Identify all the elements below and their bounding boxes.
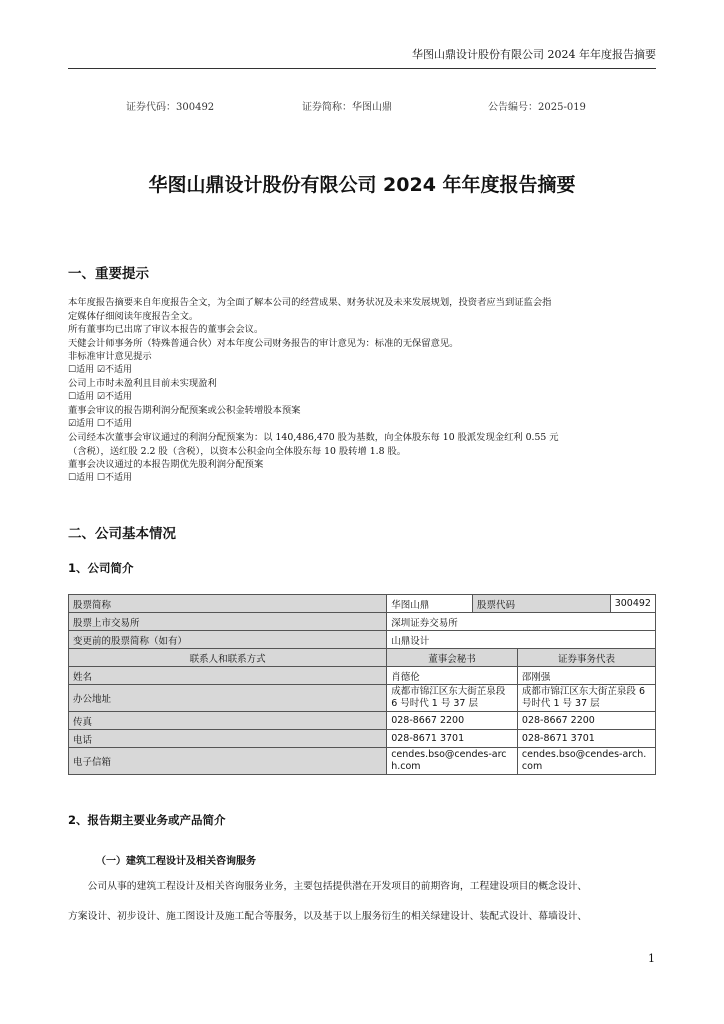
representative-cell: cendes.bso@cendes-arch.com [517,748,655,775]
checkbox-line: ☑适用 ☐不适用 [68,418,132,429]
notice-line: 公司上市时未盈利且目前未实现盈利 [68,378,217,389]
table-row [69,595,656,613]
secretary-cell: 028-8671 3701 [387,730,518,748]
stock-code-value: 300492 [610,595,655,613]
document-title: 华图山鼎设计股份有限公司 2024 年年度报告摘要 [148,174,576,196]
table-row [69,748,656,775]
important-notice-text [68,296,656,485]
company-profile-table [68,594,656,775]
table-row [69,712,656,730]
exchange-label: 股票上市交易所 [69,613,387,631]
former-abbr-label: 变更前的股票简称（如有） [69,631,387,649]
table-row [69,613,656,631]
representative-header: 证券事务代表 [517,649,655,667]
section-basic-info-heading: 二、公司基本情况 [68,526,176,542]
table-row [69,730,656,748]
checkbox-line: ☐适用 ☑不适用 [68,364,132,375]
paragraph-line: 方案设计、初步设计、施工图设计及施工配合等服务，以及基于以上服务衍生的相关绿建设计、装配式设计、幕墙设计、 [68,911,588,922]
secretary-cell: 肖德伦 [387,667,518,685]
contact-header: 联系人和联系方式 [69,649,387,667]
notice-line: 定媒体仔细阅读年度报告全文。 [68,310,199,322]
company-profile-heading: 1、公司简介 [68,561,134,575]
notice-line: 董事会决议通过的本报告期优先股利润分配预案 [68,459,264,470]
notice-line: 本年度报告摘要来自年度报告全文，为全面了解本公司的经营成果、财务状况及未来发展规划，投资者应当到证监会指 [68,297,552,308]
row-label: 传真 [69,712,387,730]
table-row [69,649,656,667]
architecture-design-subheading: （一）建筑工程设计及相关咨询服务 [96,856,256,867]
paragraph-line: 公司从事的建筑工程设计及相关咨询服务业务，主要包括提供潜在开发项目的前期咨询，工程建设项目的概念设计、 [87,881,588,892]
main-business-heading: 2、报告期主要业务或产品简介 [68,813,226,827]
stock-code: 证券代码：300492 [126,102,215,113]
table-row [69,631,656,649]
checkbox-line: ☐适用 ☑不适用 [68,391,132,402]
business-paragraph [68,872,656,932]
page-number: 1 [648,952,655,965]
former-abbr-value: 山鼎设计 [387,631,656,649]
running-header: 华图山鼎设计股份有限公司 2024 年年度报告摘要 [68,46,656,69]
representative-cell: 邵刚强 [517,667,655,685]
checkbox-line: ☐适用 ☐不适用 [68,472,132,483]
row-label: 电话 [69,730,387,748]
stock-abbr-value: 华图山鼎 [387,595,473,613]
announcement-number: 公告编号：2025-019 [488,102,586,113]
section-important-notice-heading: 一、重要提示 [68,266,149,282]
notice-line: （含税），送红股 2.2 股（含税），以资本公积金向全体股东每 10 股转增 1.8 股。 [68,445,407,457]
notice-line: 公司经本次董事会审议通过的利润分配预案为：以 140,486,470 股为基数，向全体股东每 10 股派发现金红利 0.55 元 [68,432,559,443]
representative-cell: 成都市锦江区东大街芷泉段 6 号时代 1 号 37 层 [517,685,655,712]
representative-cell: 028-8667 2200 [517,712,655,730]
notice-line: 天健会计师事务所（特殊普通合伙）对本年度公司财务报告的审计意见为：标准的无保留意见。 [68,337,459,349]
secretary-cell: 028-8667 2200 [387,712,518,730]
secretary-cell: cendes.bso@cendes-arch.com [387,748,518,775]
row-label: 姓名 [69,667,387,685]
representative-cell: 028-8671 3701 [517,730,655,748]
exchange-value: 深圳证券交易所 [387,613,656,631]
notice-line: 所有董事均已出席了审议本报告的董事会会议。 [68,324,264,335]
stock-code-label: 股票代码 [473,595,611,613]
notice-line: 非标准审计意见提示 [68,351,152,362]
table-row [69,667,656,685]
stock-abbreviation: 证券简称：华图山鼎 [302,102,392,113]
notice-line: 董事会审议的报告期利润分配预案或公积金转增股本预案 [68,405,301,416]
secretary-cell: 成都市锦江区东大街芷泉段 6 号时代 1 号 37 层 [387,685,518,712]
table-row [69,685,656,712]
secretary-header: 董事会秘书 [387,649,518,667]
row-label: 办公地址 [69,685,387,712]
stock-abbr-label: 股票简称 [69,595,387,613]
row-label: 电子信箱 [69,748,387,775]
